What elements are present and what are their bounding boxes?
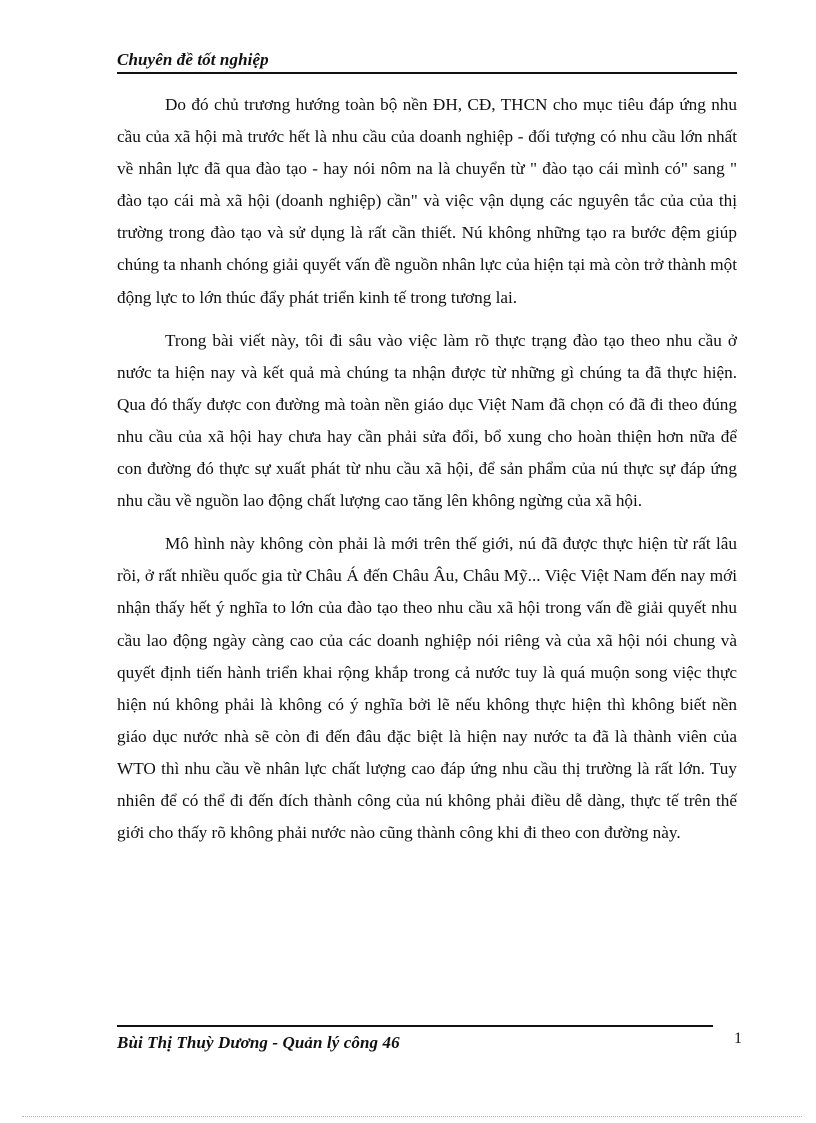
page-number: 1	[734, 1030, 742, 1047]
page-header	[117, 50, 737, 74]
footer-author: Bùi Thị Thuỳ Dương - Quản lý công 46	[117, 1033, 400, 1052]
paragraph-3: Mô hình này không còn phải là mới trên thế giới, nú đã được thực hiện từ rất lâu rồi, ở rất nhiều quốc gia từ Châu Á đến Châu Âu, Châu Mỹ... Việc Việt Nam đến nay mới nhận thấy hết ý nghĩa to lớn của đào tạo theo nhu cầu xã hội trong vấn đề giải quyết nhu cầu lao động ngày càng cao của các doanh nghiệp nói riêng và của xã hội nói chung và quyết định tiến hành triển khai rộng khắp trong cả nước tuy là quá muộn song việc thực hiện nú không phải là không có ý nghĩa bởi lẽ nếu không thực hiện thì không biết nền giáo dục nước nhà sẽ còn đi đến đâu đặc biệt là hiện nay nước ta đã là thành viên của WTO thì nhu cầu về nhân lực chất lượng cao đáp ứng nhu cầu thị trường là rất lớn. Tuy nhiên để có thể đi đến đích thành công của nú không phải điều dễ dàng, thực tế trên thế giới cho thấy rõ không phải nước nào cũng thành công khi đi theo con đường này.	[117, 534, 737, 843]
paragraph-1: Do đó chủ trương hướng toàn bộ nền ĐH, CĐ, THCN cho mục tiêu đáp ứng nhu cầu của xã hội mà trước hết là nhu cầu của doanh nghiệp - đối tượng có nhu cầu lớn nhất về nhân lực đã qua đào tạo - hay nói nôm na là chuyển từ " đào tạo cái mình có" sang " đào tạo cái mà xã hội (doanh nghiệp) cần" và việc vận dụng các nguyên tắc của của thị trường trong đào tạo và sử dụng là rất cần thiết. Nú không những tạo ra bước đệm giúp chúng ta nhanh chóng giải quyết vấn đề nguồn nhân lực của hiện tại mà còn trở thành một động lực to lớn thúc đẩy phát triển kinh tế trong tương lai.	[117, 95, 737, 307]
document-body	[117, 89, 737, 860]
paragraph-2: Trong bài viết này, tôi đi sâu vào việc làm rõ thực trạng đào tạo theo nhu cầu ở nước ta hiện nay và kết quả mà chúng ta nhận được từ những gì chúng ta đã thực hiện. Qua đó thấy được con đường mà toàn nền giáo dục Việt Nam đã chọn có đã đi theo đúng nhu cầu của xã hội hay chưa hay cần phải sửa đổi, bổ xung cho hoàn thiện hơn nữa để con đường đó thực sự xuất phát từ nhu cầu xã hội, để sản phẩm của nú thực sự đáp ứng nhu cầu về nguồn lao động chất lượng cao tăng lên không ngừng của xã hội.	[117, 330, 737, 511]
page-edge-divider	[22, 1116, 802, 1117]
header-title: Chuyên đề tốt nghiệp	[117, 50, 269, 69]
footer-rule	[117, 1025, 713, 1029]
